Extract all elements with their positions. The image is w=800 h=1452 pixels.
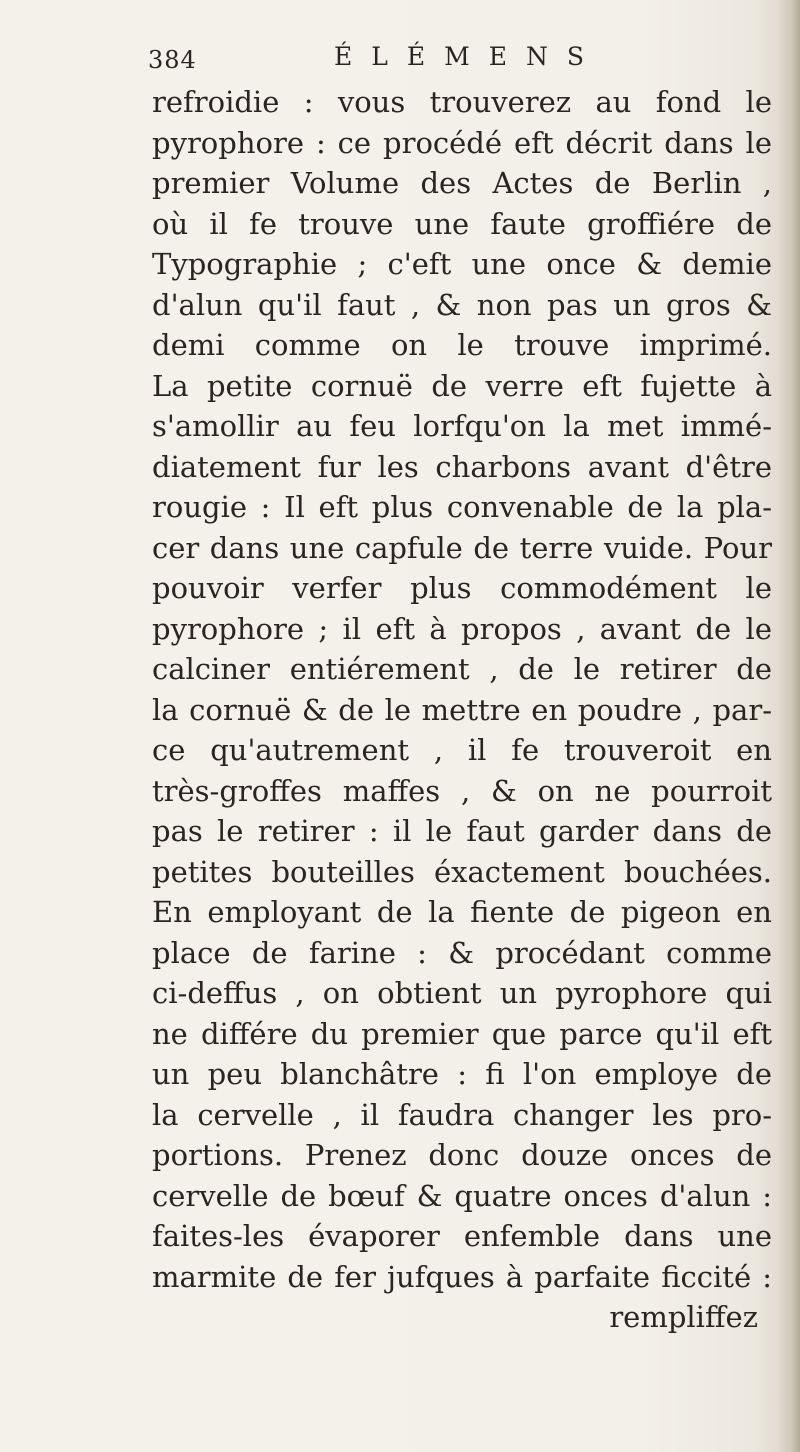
text-line: Typographie ; c'eft une once & demie: [152, 247, 772, 281]
text-line: pas le retirer : il le faut garder dans de: [152, 814, 772, 848]
text-line: très-groffes maffes , & on ne pourroit: [152, 773, 772, 808]
text-line: calciner entiérement , de le retirer de: [152, 652, 772, 686]
text-line: premier Volume des Actes de Berlin ,: [152, 166, 772, 200]
text-line: rougie : Il eft plus convenable de la pla-: [152, 490, 772, 524]
text-line: où il fe trouve une faute groffiére de: [152, 206, 772, 241]
text-line: pyrophore ; il eft à propos , avant de le: [152, 611, 772, 646]
page-edge-shadow: [778, 0, 800, 1452]
text-line: la cornuë & de le mettre en poudre , par-: [152, 692, 772, 727]
text-line: pyrophore : ce procédé eft décrit dans le: [152, 125, 772, 160]
text-line: ce qu'autrement , il fe trouveroit en: [152, 733, 772, 767]
text-line: place de farine : & procédant comme: [152, 935, 772, 970]
text-line: pouvoir verfer plus commodément le: [152, 571, 772, 605]
text-line: s'amollir au feu lorfqu'on la met immé-: [152, 409, 772, 443]
text-line: refroidie : vous trouverez au fond le: [152, 85, 772, 119]
text-line: demi comme on le trouve imprimé.: [152, 328, 772, 362]
text-line: ci-deffus , on obtient un pyrophore qui: [152, 976, 772, 1010]
page-header: [148, 36, 628, 76]
text-line: d'alun qu'il faut , & non pas un gros &: [152, 287, 772, 322]
text-line: cer dans une capfule de terre vuide. Pour: [152, 530, 772, 565]
body-text: [152, 82, 772, 1338]
running-title: ÉLÉMENS: [334, 42, 603, 71]
text-line: petites bouteilles éxactement bouchées.: [152, 854, 772, 889]
text-line: marmite de fer jufques à parfaite ficcité :: [152, 1259, 772, 1294]
text-line: ne différe du premier que parce qu'il eft: [152, 1016, 772, 1051]
text-line: un peu blanchâtre : fi l'on employe de: [152, 1057, 772, 1091]
text-line: diatement fur les charbons avant d'être: [152, 449, 772, 484]
text-line: En employant de la fiente de pigeon en: [152, 895, 772, 929]
text-line: portions. Prenez donc douze onces de: [152, 1138, 772, 1172]
text-line: la cervelle , il faudra changer les pro-: [152, 1097, 772, 1132]
catchword: rempliffez: [609, 1300, 758, 1334]
text-line: faites-les évaporer enfemble dans une: [152, 1219, 772, 1253]
text-line: La petite cornuë de verre eft fujette à: [152, 368, 772, 403]
page-number: 384: [148, 46, 197, 74]
text-line: cervelle de bœuf & quatre onces d'alun :: [152, 1178, 772, 1213]
